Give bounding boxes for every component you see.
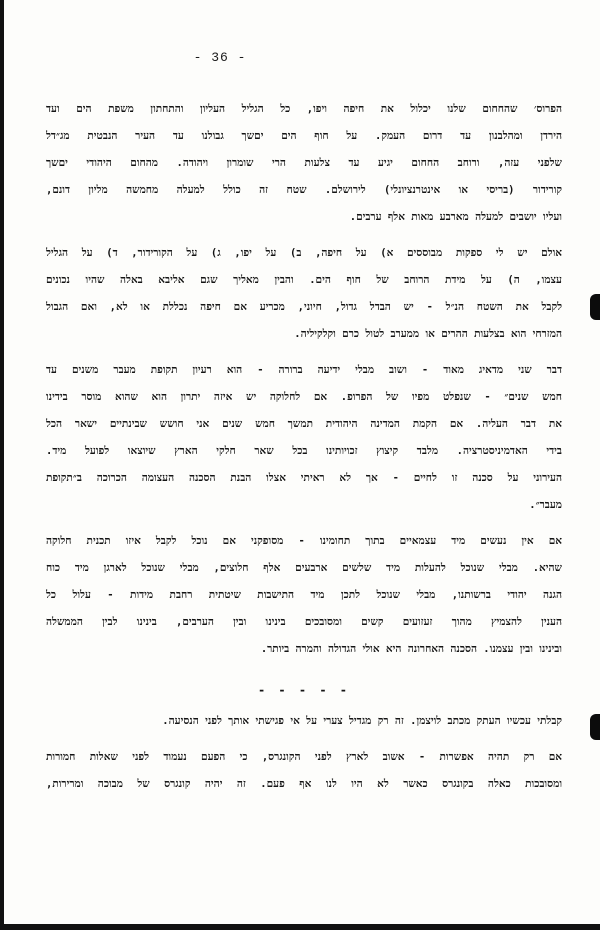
- text-line: לקבל את השטח הנ״ל - יש הבדל גדול, חיוני, מכריע אם חיפה נכללת או לא, ואם הגבול: [46, 301, 562, 313]
- letter-body: [46, 96, 562, 807]
- paragraph: [46, 96, 562, 231]
- text-line: חמש שנים״ - שנפלט מפיו של הפרופ. אם לחלוקה יש איזה יתרון הוא שהוא מוסר בידינו: [46, 391, 562, 403]
- section-separator: - - - - -: [257, 683, 351, 697]
- text-line: ובינינו ובין עצמנו. הסכנה האחרונה היא אולי הגדולה והמרה ביותר.: [260, 643, 562, 655]
- paragraph: [46, 744, 562, 798]
- text-line: בידי האדמיניסטרציה. מלבד קיצוץ זכויותינו בכל שאר חלקי הארץ שיוצאו לפועל מיד.: [46, 445, 562, 457]
- text-line: דבר שני מדאיג מאוד - ושוב מבלי ידיעה ברורה - הוא רעיון תקופת מעבר משנים עד: [46, 364, 562, 376]
- text-line: את דבר העליה. אם הקמת המדינה היהודית תמשך חמש שנים אני חושש שבינתיים ישאר הכל: [46, 418, 562, 430]
- text-line: קבלתי עכשיו העתק מכתב לויצמן. זה רק מגדיל צערי על אי פגישתי אותך לפני הנסיעה.: [162, 715, 562, 727]
- paragraph: [46, 528, 562, 663]
- text-line: המזרחי הוא בצלעות ההרים או ממערב לטול כרם וקלקיליה.: [294, 328, 562, 340]
- page-number: - 36 -: [193, 50, 247, 65]
- text-line: שהיא. מבלי שנוכל להעלות מיד שלשים ארבעים אלף חלוצים, מבלי שנוכל לארגן מיד כוח: [46, 562, 562, 574]
- text-line: קורידור (בריסי או אינטרנציונלי) לירושלם. שטח זה כולל למעלה מחמשה מליון דונם,: [46, 184, 562, 196]
- text-line: הפרוס׳ שהחחום שלנו יכלול את חיפה ויפו, כל הגליל העליון והתחתון משפת הים ועד: [46, 103, 562, 115]
- paragraph: [46, 357, 562, 519]
- text-line: עצמו, ה) על מידת הרוחב של חוף הים. והבין מאליך שגם אליבא באלה שהיו נכונים: [46, 274, 562, 286]
- text-line: אם אין נעשים מיד עצמאיים בתוך תחומינו - מסופקני אם נוכל לקבל איזו תכנית חלוקה: [46, 535, 562, 547]
- punch-hole-top: [590, 294, 600, 320]
- scan-bottom-edge: [0, 924, 600, 930]
- paragraph: [46, 708, 562, 735]
- text-line: הירדן ומהלבנון עד דרום העמק. על חוף הים יםשך גבולנו עד העיר הנבטית מג״דל: [46, 130, 562, 142]
- text-line: ועליו יושבים למעלה מארבע מאות אלף ערבים.: [349, 211, 562, 223]
- scan-left-edge: [0, 0, 4, 930]
- paragraph: [46, 240, 562, 348]
- text-line: העירוני על סכנה זו לחיים - אך לא ראיתי אצלו הבנת הסכנה העצומה הכרוכה ב״תקופת: [46, 472, 562, 484]
- text-line: הענין להצמיץ מהוך זעזועים קשים ומסובכים בינינו ובין הערבים, בינינו לבין הממשלה: [46, 616, 562, 628]
- text-line: ומסובכות כאלה בקונגרס כאשר לא היו לנו אף פעם. זה יהיה קונגרס של מבוכה ומרירות,: [46, 778, 562, 790]
- punch-hole-bottom: [590, 714, 600, 740]
- text-line: שלפני עזה, ורוחב החחום יגיע עד צלעות הרי שומרון ויהודה. מהחום היהודי יםשך: [46, 157, 562, 169]
- text-line: הגנה יהודי ברשותנו, מבלי שנוכל לתכן מיד התישבות שיטתית רחבת מידות - עלול כל: [46, 589, 562, 601]
- text-line: אולם יש לי ספקות מבוססים א) על חיפה, ב) על יפו, ג) על הקורידור, ד) על הגליל: [46, 247, 562, 259]
- text-line: מעבר״.: [529, 499, 562, 511]
- text-line: אם רק תהיה אפשרות - אשוב לארץ לפני הקונגרס, כי הפעם נעמוד לפני שאלות חמורות: [46, 751, 562, 763]
